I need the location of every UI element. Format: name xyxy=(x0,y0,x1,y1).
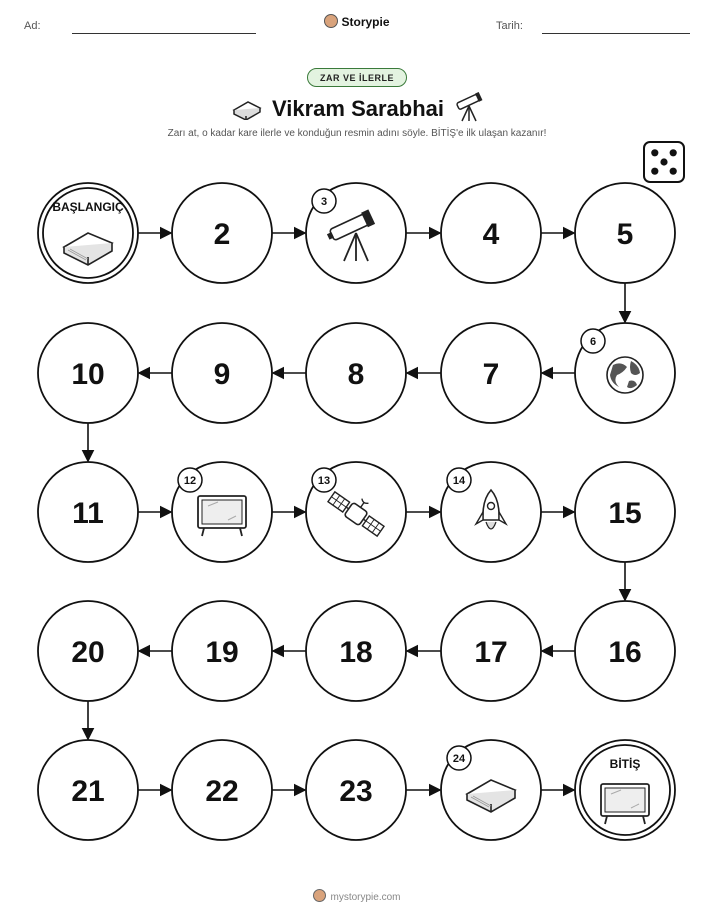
cell-number: 23 xyxy=(339,775,373,808)
globe-icon xyxy=(607,357,643,393)
cell-number: 10 xyxy=(71,358,105,391)
board-cell[interactable] xyxy=(172,601,272,701)
board-cell[interactable] xyxy=(441,601,541,701)
board-cell[interactable] xyxy=(306,462,406,562)
dice-pip xyxy=(651,149,658,156)
cell-number: 18 xyxy=(339,636,373,669)
brand-name: Storypie xyxy=(341,15,390,29)
board-cell[interactable] xyxy=(306,601,406,701)
cell-number: 19 xyxy=(205,636,239,669)
board-cell[interactable] xyxy=(38,323,138,423)
dice-pip xyxy=(670,149,677,156)
board-cell[interactable] xyxy=(441,183,541,283)
instructions: Zarı at, o kadar kare ilerle ve konduğun resmin adını söyle. BİTİŞ'e ilk ulaşan kazanır! xyxy=(167,128,547,139)
bear-icon xyxy=(313,889,326,902)
board-cell[interactable] xyxy=(172,323,272,423)
start-cell[interactable] xyxy=(38,183,138,283)
cell-number: 2 xyxy=(213,218,231,251)
cell-number: 6 xyxy=(589,336,597,348)
board-cell[interactable] xyxy=(441,740,541,840)
cell-number: 4 xyxy=(482,218,500,251)
cell-number: 5 xyxy=(616,218,634,251)
game-type-badge: ZAR VE İLERLE xyxy=(307,68,407,87)
dice-pip xyxy=(660,158,667,165)
cell-label: BAŞLANGIÇ xyxy=(52,200,124,214)
cell-number: 12 xyxy=(183,475,197,487)
cell-number: 21 xyxy=(71,775,105,808)
cell-number: 8 xyxy=(347,358,365,391)
cell-number: 22 xyxy=(205,775,239,808)
cell-number: 7 xyxy=(482,358,500,391)
dice-pip xyxy=(651,168,658,175)
name-label: Ad: xyxy=(24,20,41,32)
cell-number: 16 xyxy=(608,636,642,669)
cell-number: 3 xyxy=(320,196,328,208)
dice-pip xyxy=(670,168,677,175)
board-cell[interactable] xyxy=(441,323,541,423)
cell-number: 13 xyxy=(317,475,331,487)
cell-number: 20 xyxy=(71,636,105,669)
board-cell[interactable] xyxy=(38,462,138,562)
footer-url: mystorypie.com xyxy=(330,892,401,903)
board-cell[interactable] xyxy=(306,323,406,423)
footer xyxy=(0,889,714,903)
date-label: Tarih: xyxy=(496,20,523,32)
cell-number: 15 xyxy=(608,497,642,530)
board-cell[interactable] xyxy=(306,183,406,283)
board-cell[interactable] xyxy=(575,462,675,562)
cell-number: 14 xyxy=(452,475,466,487)
board-cell[interactable] xyxy=(575,183,675,283)
board-cell[interactable] xyxy=(306,740,406,840)
board-cell[interactable] xyxy=(38,740,138,840)
board-cell[interactable] xyxy=(38,601,138,701)
board-cell[interactable] xyxy=(575,601,675,701)
board-cell[interactable] xyxy=(172,462,272,562)
cell-label: BİTİŞ xyxy=(609,757,641,771)
board-cell[interactable] xyxy=(575,323,675,423)
board-cell[interactable] xyxy=(441,462,541,562)
cell-number: 24 xyxy=(452,753,466,765)
finish-cell[interactable] xyxy=(575,740,675,840)
cell-number: 11 xyxy=(72,497,104,530)
board-cell[interactable] xyxy=(172,740,272,840)
cell-number: 17 xyxy=(474,636,508,669)
page-title: Vikram Sarabhai xyxy=(271,96,445,121)
cell-number: 9 xyxy=(213,358,231,391)
board-cell[interactable] xyxy=(172,183,272,283)
dice-icon xyxy=(644,142,684,182)
